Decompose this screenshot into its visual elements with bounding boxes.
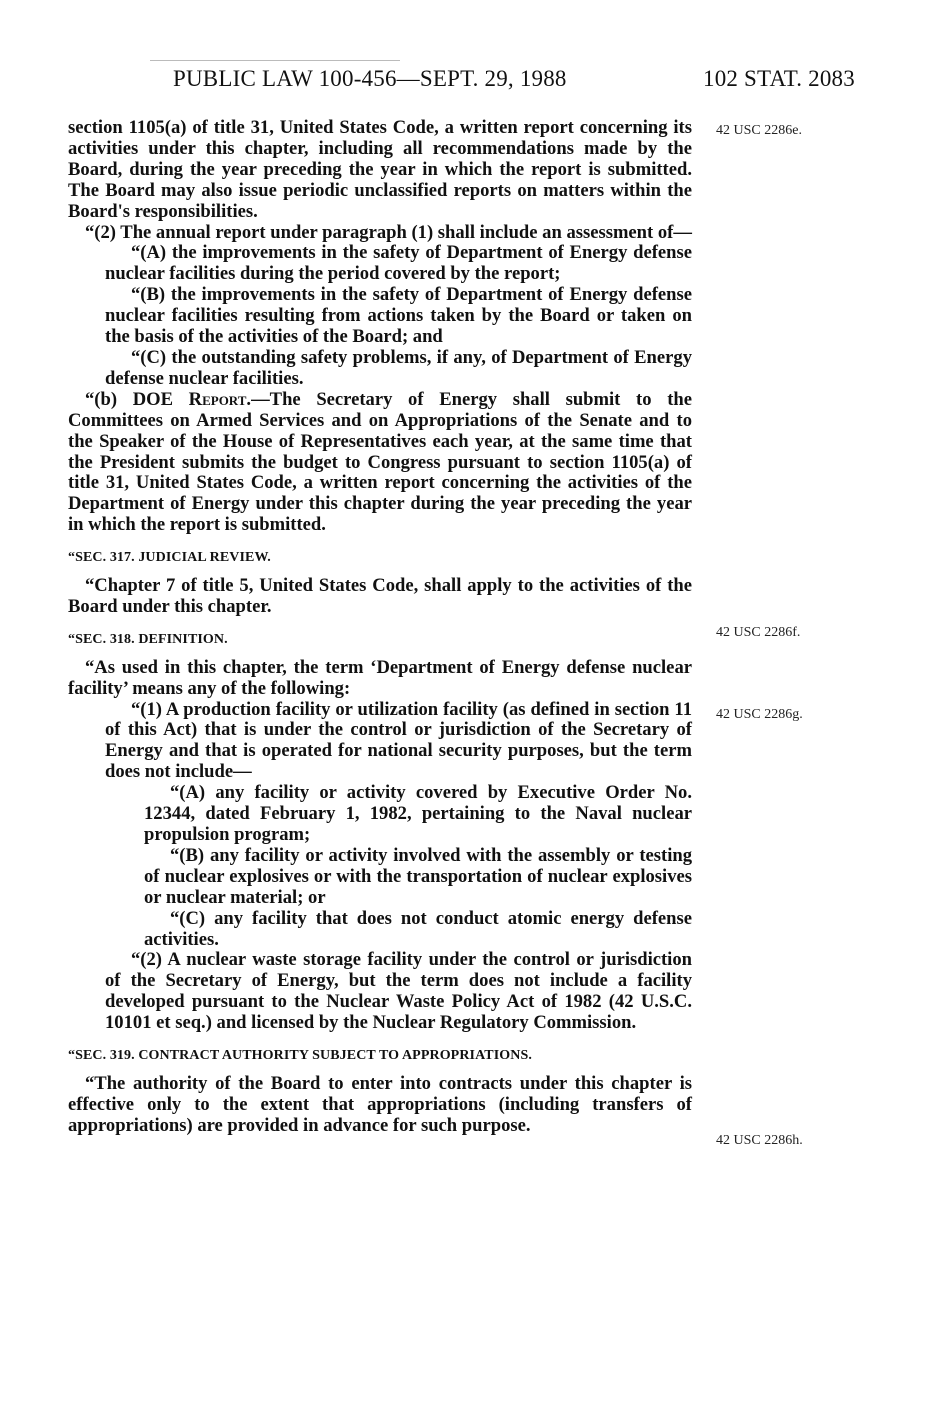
definition-2: “(2) A nuclear waste storage facility under the control or jurisdiction of the Secretary of Energy, but the term does not include a facility developed pursuant to the Nuclear Waste Policy Act of 1982 (42 U.S.C. 10101 et seq.) and licensed by the Nuclear Regulatory Commission. [105, 949, 692, 1034]
section-318-heading: “SEC. 318. DEFINITION. [68, 631, 228, 647]
page-header [0, 66, 948, 96]
document-body [68, 118, 692, 1137]
margin-note-2286e: 42 USC 2286e. [716, 123, 802, 138]
scan-rule [150, 60, 400, 61]
section-317-heading: “SEC. 317. JUDICIAL REVIEW. [68, 550, 271, 566]
doe-report-text: .—The Secretary of Energy shall submit to the Committees on Armed Services and on Appropriations of the Senate and to the Speaker of the House of Representatives each year, at the same time that the President submits the budget to Congress pursuant to section 1105(a) of title 31, United States Code, a written report concerning the activities of the Department of Energy under this chapter during the year preceding the year in which the report is submitted. [68, 388, 692, 536]
section-319-heading: “SEC. 319. CONTRACT AUTHORITY SUBJECT TO APPROPRIATIONS. [68, 1048, 532, 1064]
doe-report-heading: Report [188, 388, 247, 410]
paragraph-report-continued: section 1105(a) of title 31, United States Code, a written report concerning its activities under this chapter, including all recommendations made by the Board, during the year preceding the year in which the report is submitted. The Board may also issue periodic unclassified reports on matters within the Board's responsibilities. [68, 117, 692, 222]
margin-note-2286f: 42 USC 2286f. [716, 625, 801, 640]
definition-1-c: “(C) any facility that does not conduct atomic energy defense activities. [144, 907, 692, 950]
definition-1: “(1) A production facility or utilization facility (as defined in section 11 of this Act) that is under the control or jurisdiction of the Secretary of Energy and that is operated for national security purposes, but the term does not include— [105, 698, 692, 783]
doe-report-lead: “(b) DOE [85, 388, 189, 410]
paragraph-2-c: “(C) the outstanding safety problems, if any, of Department of Energy defense nuclear facilities. [105, 346, 692, 389]
margin-note-2286g: 42 USC 2286g. [716, 707, 803, 722]
section-317-text: “Chapter 7 of title 5, United States Code, shall apply to the activities of the Board under this chapter. [68, 575, 692, 617]
paragraph-b-doe-report [68, 390, 692, 536]
paragraph-2-annual-report: “(2) The annual report under paragraph (1) shall include an assessment of— [85, 221, 692, 243]
margin-note-2286h: 42 USC 2286h. [716, 1133, 803, 1148]
paragraph-2-a: “(A) the improvements in the safety of Department of Energy defense nuclear facilities during the period covered by the report; [105, 242, 692, 285]
section-318-intro: “As used in this chapter, the term ‘Department of Energy defense nuclear facility’ means any of the following: [68, 656, 692, 699]
definition-1-a: “(A) any facility or activity covered by Executive Order No. 12344, dated February 1, 1982, pertaining to the Naval nuclear propulsion program; [144, 782, 692, 845]
definition-1-b: “(B) any facility or activity involved with the assembly or testing of nuclear explosives or with the transportation of nuclear explosives or nuclear material; or [144, 844, 692, 908]
paragraph-2-b: “(B) the improvements in the safety of Department of Energy defense nuclear facilities resulting from actions taken by the Board or taken on the basis of the activities of the Board; and [105, 284, 692, 348]
header-stat: 102 STAT. 2083 [703, 66, 855, 91]
header-title: PUBLIC LAW 100-456—SEPT. 29, 1988 [173, 66, 567, 91]
section-319-text: “The authority of the Board to enter into contracts under this chapter is effective only to the extent that appropriations (including transfers of appropriations) are provided in advance for such purpose. [68, 1072, 692, 1136]
